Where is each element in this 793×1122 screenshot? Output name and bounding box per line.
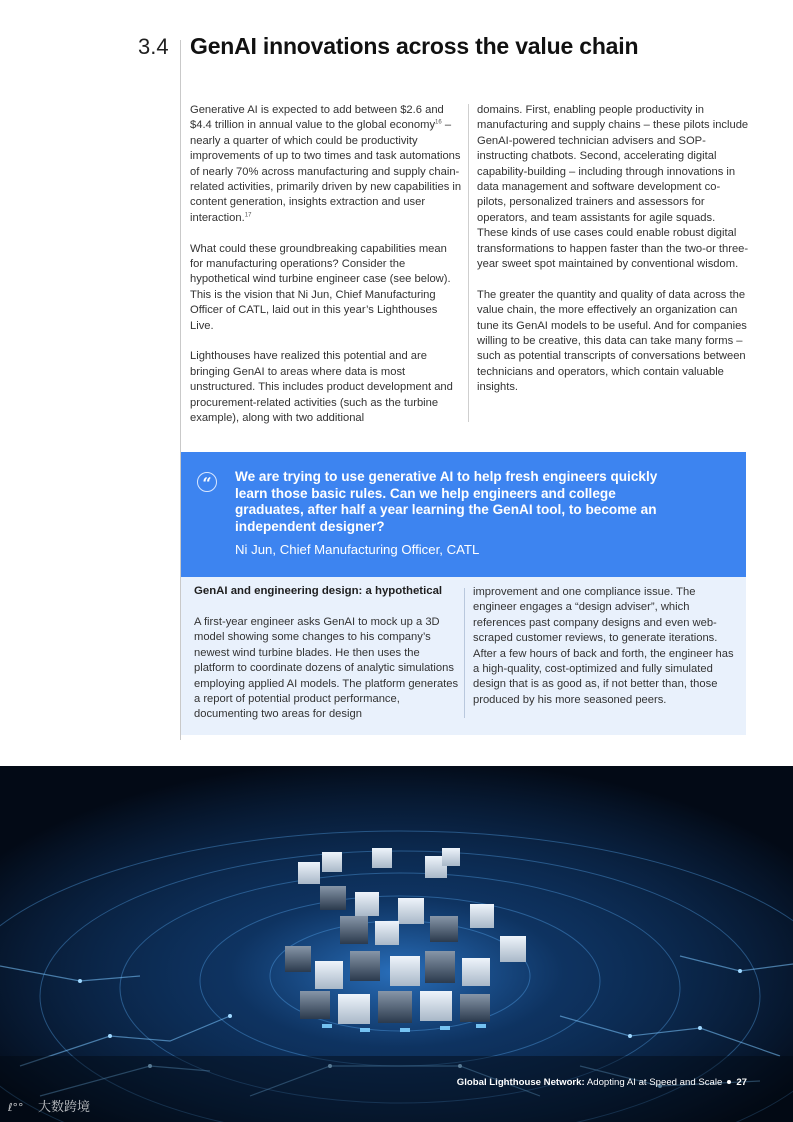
quote-author: Ni Jun, Chief Manufacturing Officer, CATL: [235, 542, 480, 557]
paragraph: The greater the quantity and quality of data across the value chain, the more effectively an organization can tune its GenAI models to be useful. And for companies willing to be creative, this data can take many forms – such as potential transcripts of conversations between technicians and operators, which contain valuable insights.: [477, 288, 747, 394]
section-number: 3.4: [138, 34, 169, 59]
ai-circuit-image: [0, 766, 793, 1122]
section-title: GenAI innovations across the value chain: [190, 33, 639, 59]
paragraph: What could these groundbreaking capabilities mean for manufacturing operations? Consider the hypothetical wind turbine engineer case (see below). This is the vision that Ni Jun, Chief Manufacturing Officer of CATL, laid out in this year’s Lighthouses Live.: [190, 242, 451, 332]
watermark-text: 大数跨境: [38, 1100, 91, 1115]
footnote-ref[interactable]: 17: [244, 212, 252, 219]
footer-separator: [727, 1080, 731, 1084]
case-study-divider: [464, 588, 465, 718]
column-divider: [468, 104, 469, 422]
watermark-mark: ℓ°°: [8, 1101, 24, 1114]
footer-publication: Global Lighthouse Network:: [456, 1077, 585, 1088]
paragraph: domains. First, enabling people productivity in manufacturing and supply chains – these pilots include GenAI-powered technician advisers and SOP-instructing chatbots. Second, accelerating digital capability-building – including through innovations in data management and software development co-pilots, personalized trainers and assessors for operators, and team assistants for agile squads. These kinds of use cases could enable robust digital transformations to happen faster than the two-or three-year sweet spot maintained by conventional wisdom.: [477, 104, 749, 271]
paragraph: Generative AI is expected to add between $2.6 and $4.4 trillion in annual value to the global economy$^{16}$ – nearly a quarter of which could be productivity improvements of up to two times and task automations of nearly 70% across manufacturing and supply chain-related activities, primarily driven by new capabilities in content generation, insights extraction and user interaction.$^{17}$: [190, 104, 462, 224]
body-column-left: [190, 103, 462, 442]
case-study-text-right: improvement and one compliance issue. The engineer engages a “design adviser”, which references past company designs and even web-scraped customer reviews, to generate iterations. After a few hours of back and forth, the engineer has a high-quality, cost-optimized and fully simulated design that is as good as, if not better than, those produced by his more seasoned peers.: [473, 586, 734, 706]
paragraph: Lighthouses have realized this potential and are bringing GenAI to areas where data is most unstructured. This includes product development and procurement-related activities (such as the turbine example), along with two additional: [190, 350, 453, 425]
circuit-cubes-illustration: [0, 766, 793, 1122]
page-footer: [457, 1077, 747, 1088]
quote-text: We are trying to use generative AI to help fresh engineers quickly learn those basic rules. Can we help engineers and college graduates, after half a year learning the GenAI tool, to become an independent designer?: [235, 469, 658, 534]
quote-icon: “: [197, 472, 217, 492]
page-number: 27: [736, 1077, 747, 1088]
case-study-text-left: A first-year engineer asks GenAI to mock up a 3D model showing some changes to his company’s newest wind turbine blades. He then uses the platform to coordinate dozens of analytic simulations employing applied AI models. The platform generates a report of potential product performance, documenting two areas for design: [194, 616, 459, 721]
footnote-ref[interactable]: 16: [435, 119, 442, 126]
case-study-title: GenAI and engineering design: a hypothetical: [194, 585, 443, 597]
watermark-logo: [8, 1096, 118, 1116]
body-column-right: [477, 103, 749, 411]
footer-subtitle: Adopting AI at Speed and Scale: [584, 1077, 723, 1088]
